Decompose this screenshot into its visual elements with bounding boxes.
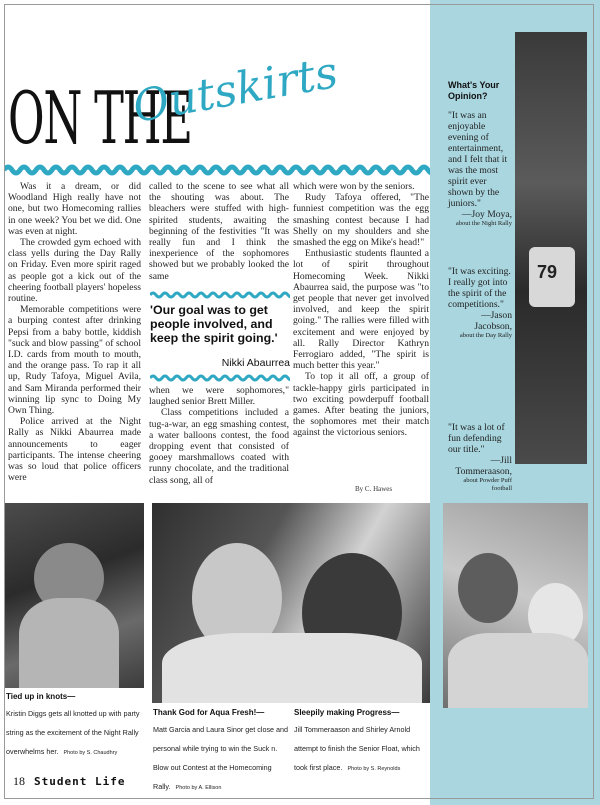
caption-credit: Photo by S. Reynolds	[347, 766, 401, 772]
article-paragraph: which were won by the seniors.	[293, 181, 415, 192]
opinion-quote: "It was a lot of fun defending our title."	[448, 422, 505, 455]
caption-credit: Photo by A. Ellison	[175, 785, 222, 791]
jersey-number: 79	[537, 262, 558, 282]
article-paragraph: when we were sophomores," laughed senior Brett Miller.	[149, 385, 289, 408]
opinion-context: about the Night Rally	[455, 220, 512, 227]
page-border	[4, 4, 594, 799]
opinion-author: —Jill Tommeraason,	[455, 455, 512, 477]
opinion-context: about the Day Rally	[459, 332, 512, 339]
opinion-context: about Powder Puff football	[463, 477, 512, 492]
article-paragraph: Police arrived at the Night Rally as Nikki Abaurrea made announcements to eager participants. The intense cheering was so loud that police officers were	[8, 416, 141, 484]
caption-text: Matt Garcia and Laura Sinor get close and personal while trying to win the Suck n. Blow out Contest at the Homecoming Rally.	[153, 725, 289, 791]
byline: By C. Hawes	[355, 485, 393, 493]
caption-title: Thank God for Aqua Fresh!—	[153, 708, 265, 717]
caption-title: Sleepily making Progress—	[294, 708, 400, 717]
article-paragraph: called to the scene to see what all the shouting was about. The bleachers were stuffed with high-spirited students, awaiting the beginning of the festivities "It was really fun and I think the inexperience of the sophomores showed but we probably looked the same	[149, 181, 289, 282]
page-number: 18	[13, 774, 25, 788]
pull-quote: 'Our goal was to get people involved, and keep the spirit going.'	[150, 303, 278, 345]
article-paragraph: Rudy Tafoya offered, "The funniest competition was the egg smashing contest because I had Shelly on my shoulders and she smashed the egg on Mike's head!"	[293, 192, 429, 249]
opinion-author: —Joy Moya,	[461, 209, 512, 220]
caption-text: Kristin Diggs gets all knotted up with party string as the excitement of the Night Rally overwhelms her.	[6, 709, 140, 756]
headline-outskirts: Outskirts	[129, 46, 342, 134]
article-paragraph: Was it a dream, or did Woodland High really have not one, but two Homecoming rallies in one week? You bet we did. One was even at night.	[8, 181, 141, 237]
opinion-heading-line2: Opinion?	[448, 91, 488, 101]
opinion-quote: "It was an enjoyable evening of entertainment, and I felt that it was the most spirit ever shown by the juniors."	[448, 110, 508, 209]
opinion-heading-line1: What's Your	[448, 80, 500, 90]
article-paragraph: The crowded gym echoed with class yells during the Day Rally on Friday. Even more spirit raged as people got a kick out of the cheering football players' hopeless routine.	[8, 237, 141, 305]
headline-on-the: ON THE	[8, 76, 192, 160]
article-paragraph: Class competitions included a tug-a-war, an egg smashing contest, a water balloons contest, the food dropping event that consisted of gooey marshmallows coated with runny chocolate, and the traditional class song, all of	[149, 407, 289, 486]
caption-credit: Photo by S. Chaudhry	[63, 750, 118, 756]
opinion-quote: "It was exciting. I really got into the spirit of the competitions."	[448, 266, 511, 310]
article-paragraph: To top it all off, a group of tackle-happy girls participated in two exciting powderpuff football games. After beating the juniors, the sophomores met their match against the victorious seniors.	[293, 371, 429, 439]
article-paragraph: Enthusiastic students flaunted a lot of spirit throughout Homecoming Week. Nikki Abaurrea said, the purpose was "to get people that never get involved involved, and keep the spirit going." The rallies were filled with excitement and were enjoyed by all. Rally Director Kathryn Ferrogiaro added, "The spirit is much better this year."	[293, 248, 429, 372]
pull-quote-attribution: Nikki Abaurrea	[221, 357, 290, 369]
caption-title: Tied up in knots—	[6, 692, 76, 701]
section-name: Student Life	[34, 775, 126, 788]
article-paragraph: Memorable competitions were a burping contest after drinking Pepsi from a baby bottle, kiddish "suck and blow passing" of school I.D. cards from mouth to mouth, and the orange pass. To rap it all up, Rudy Tafoya, Miguel Avila, and Sam Miranda performed their winning lip sync to Doing My Own Thing.	[8, 304, 141, 417]
caption-text: Jill Tommeraason and Shirley Arnold attempt to finish the Senior Float, which took first place.	[294, 725, 420, 772]
opinion-author: —Jason Jacobson,	[474, 310, 512, 332]
